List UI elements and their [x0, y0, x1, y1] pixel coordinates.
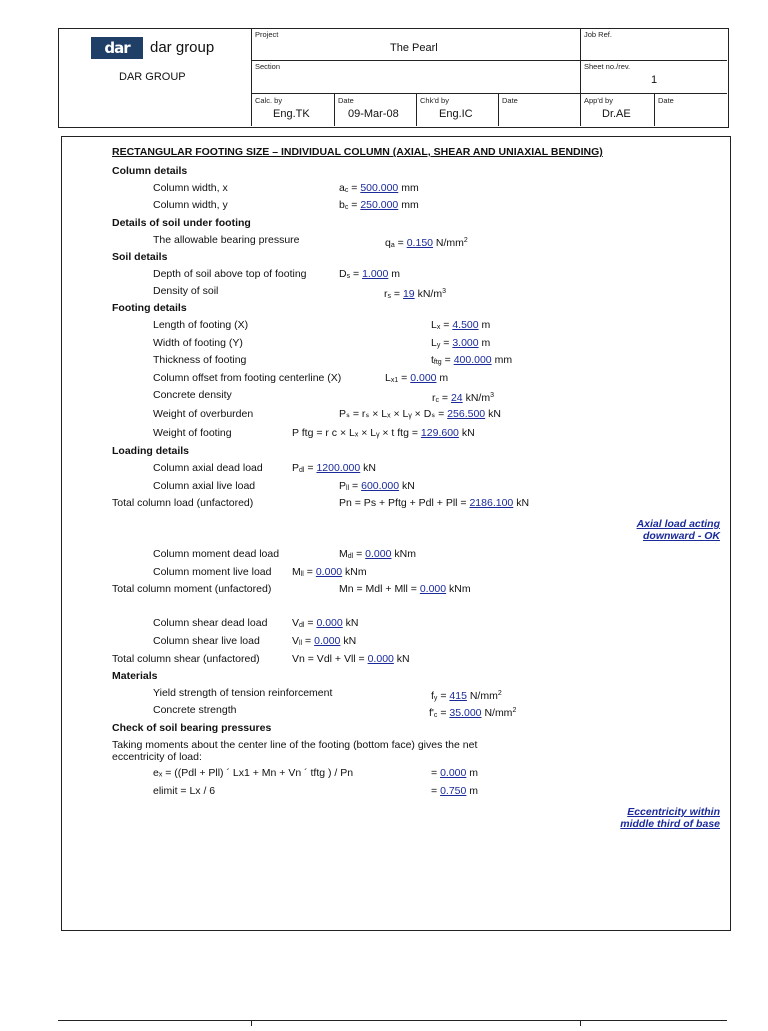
row-value: ac = 500.000 mm [339, 182, 419, 194]
section-heading: Loading details [112, 445, 190, 457]
row-label: Thickness of footing [153, 354, 247, 366]
eccentricity-note: Eccentricity within middle third of base [620, 806, 720, 830]
row-value: = 0.000 m [431, 767, 479, 779]
row-label: Depth of soil above top of footing [153, 268, 307, 280]
calc-title: RECTANGULAR FOOTING SIZE – INDIVIDUAL COLUMN (AXIAL, SHEAR AND UNIAXIAL BENDING) [112, 146, 603, 158]
divider [416, 93, 417, 126]
project-caption: Project [255, 30, 279, 39]
row-label: Column offset from footing centerline (X) [153, 372, 342, 384]
formula: elimit = Lx / 6 [153, 785, 216, 797]
section-heading: Check of soil bearing pressures [112, 722, 272, 734]
row-value: Ly = 3.000 m [431, 337, 491, 349]
row-value: Vll = 0.000 kN [292, 635, 357, 647]
row-value: Pₛ = rₛ × Lₓ × Lᵧ × Dₛ = 256.500 kN [339, 408, 501, 420]
row-value: Vdl = 0.000 kN [292, 617, 359, 629]
divider [251, 1020, 252, 1026]
axial-load-note: Axial load acting downward - OK [636, 518, 720, 542]
divider [251, 28, 252, 126]
calc-by-caption: Calc. by [255, 96, 283, 105]
row-label: Total column shear (unfactored) [112, 653, 260, 665]
row-value: Pll = 600.000 kN [339, 480, 415, 492]
section-heading: Column details [112, 165, 188, 177]
divider [334, 93, 335, 126]
section-caption: Section [255, 62, 281, 71]
divider [654, 93, 655, 126]
date-caption: Date [502, 96, 518, 105]
row-label: Concrete strength [153, 704, 237, 716]
sheet-value: 1 [651, 74, 658, 86]
paragraph-line: Taking moments about the center line of the footing (bottom face) gives the net [112, 739, 478, 751]
approved-by-caption: App'd by [584, 96, 613, 105]
section-heading: Details of soil under footing [112, 217, 251, 229]
row-label: Concrete density [153, 389, 232, 401]
row-label: Column shear dead load [153, 617, 268, 629]
checked-by-caption: Chk'd by [420, 96, 449, 105]
sheet-caption: Sheet no./rev. [584, 62, 631, 71]
row-label: Length of footing (X) [153, 319, 249, 331]
row-label: Column axial dead load [153, 462, 263, 474]
divider [580, 1020, 581, 1026]
row-label: Column moment dead load [153, 548, 280, 560]
row-value: bc = 250.000 mm [339, 199, 419, 211]
row-label: Column width, y [153, 199, 228, 211]
row-value: f'c = 35.000 $N/mm^2$ [429, 707, 517, 719]
row-value: Vn = Vdl + Vll = 0.000 kN [292, 653, 410, 665]
date-value: 09-Mar-08 [348, 108, 399, 120]
section-heading: Materials [112, 670, 158, 682]
jobref-caption: Job Ref. [584, 30, 612, 39]
row-label: Weight of footing [153, 427, 232, 439]
row-label: Yield strength of tension reinforcement [153, 687, 333, 699]
row-value: Mll = 0.000 kNm [292, 566, 367, 578]
divider [580, 28, 581, 126]
row-value: Pdl = 1200.000 kN [292, 462, 376, 474]
row-label: Column axial live load [153, 480, 256, 492]
row-value: rs = 19 $kN/m^3$ [384, 288, 446, 300]
divider [251, 93, 727, 94]
row-label: Weight of overburden [153, 408, 254, 420]
calc-by-value: Eng.TK [273, 108, 310, 120]
row-value: Ds = 1.000 m [339, 268, 401, 280]
row-label: Width of footing (Y) [153, 337, 243, 349]
row-label: Column shear live load [153, 635, 260, 647]
row-value: Mdl = 0.000 kNm [339, 548, 416, 560]
checked-by-value: Eng.IC [439, 108, 473, 120]
formula: eₓ = ((Pdl + Pll) ´ Lx1 + Mn + Vn ´ tftg ) / Pn [153, 767, 354, 779]
divider [251, 60, 727, 61]
row-label: The allowable bearing pressure [153, 234, 300, 246]
paragraph-line: eccentricity of load: [112, 751, 202, 763]
row-value: Lx = 4.500 m [431, 319, 491, 331]
row-value: Pn = Ps + Pftg + Pdl + Pll = 2186.100 kN [339, 497, 530, 509]
row-value: Mn = Mdl + Mll = 0.000 kNm [339, 583, 471, 595]
row-label: Total column load (unfactored) [112, 497, 254, 509]
date-caption: Date [338, 96, 354, 105]
divider [498, 93, 499, 126]
company-logo-text: dar group [150, 39, 215, 56]
row-value: tftg = 400.000 mm [431, 354, 513, 366]
company-logo-mark: dar [91, 37, 143, 59]
row-value: Lx1 = 0.000 m [385, 372, 449, 384]
section-heading: Soil details [112, 251, 168, 263]
row-value: qa = 0.150 $N/mm^2$ [385, 237, 468, 249]
section-heading: Footing details [112, 302, 187, 314]
row-value: fy = 415 $N/mm^2$ [431, 690, 502, 702]
row-value: = 0.750 m [431, 785, 479, 797]
approved-by-value: Dr.AE [602, 108, 631, 120]
row-label: Column moment live load [153, 566, 272, 578]
date-caption: Date [658, 96, 674, 105]
row-label: Column width, x [153, 182, 228, 194]
row-label: Total column moment (unfactored) [112, 583, 272, 595]
row-value: P ftg = r c × Lₓ × Lᵧ × t ftg = 129.600 kN [292, 427, 475, 439]
row-value: rc = 24 $kN/m^3$ [432, 392, 494, 404]
row-label: Density of soil [153, 285, 219, 297]
next-page-header-edge [58, 1020, 727, 1031]
company-name: DAR GROUP [119, 71, 186, 83]
project-value: The Pearl [390, 42, 438, 54]
